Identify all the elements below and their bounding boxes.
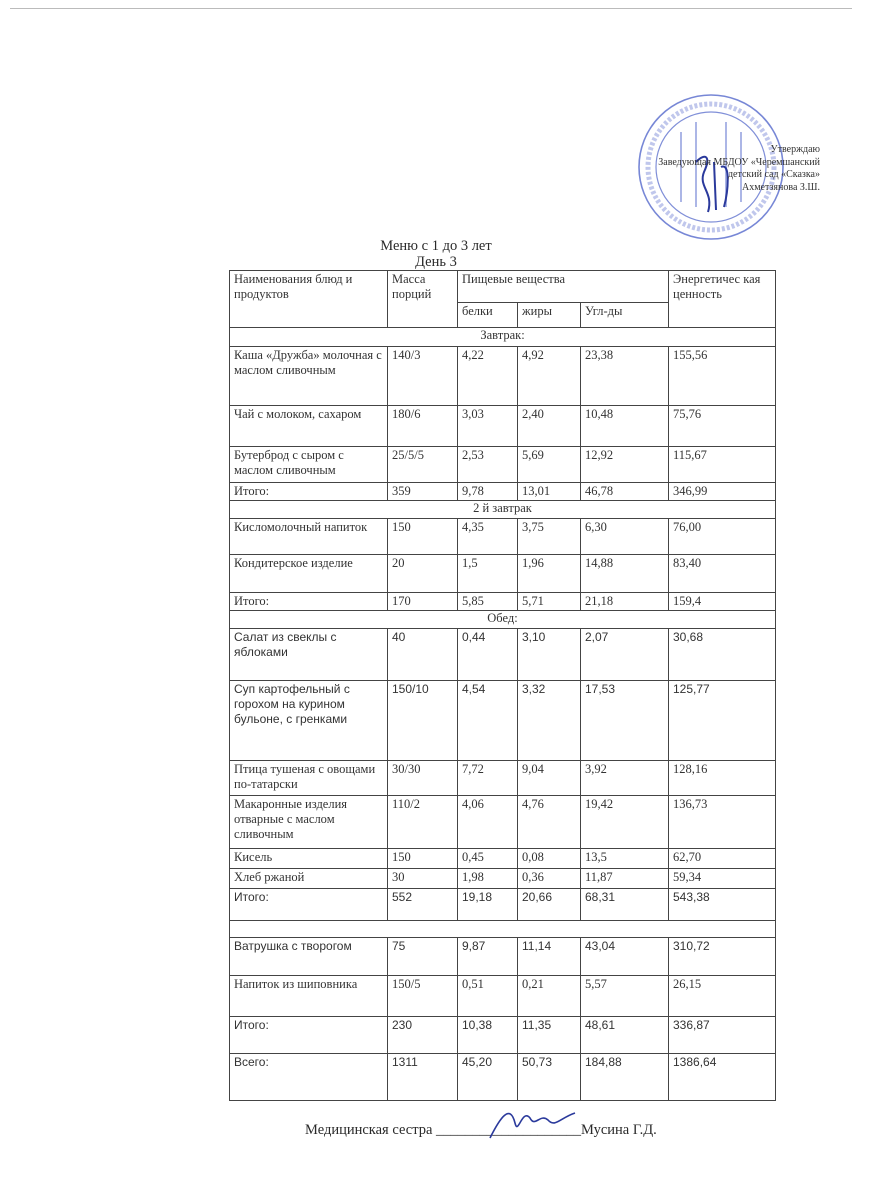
day-label: День 3 xyxy=(415,254,457,270)
cell-carbs: 17,53 xyxy=(581,681,669,761)
cell-mass: 230 xyxy=(388,1017,458,1054)
cell-carbs: 184,88 xyxy=(581,1054,669,1101)
approval-line: детский сад «Сказка» xyxy=(727,169,820,180)
signer-role: Медицинская сестра xyxy=(305,1122,433,1138)
approval-line: Утверждаю xyxy=(770,144,820,155)
header-name: Наименования блюд и продуктов xyxy=(230,271,388,328)
cell-dish: Кисель xyxy=(230,849,388,869)
cell-dish: Чай с молоком, сахаром xyxy=(230,406,388,447)
section-title: Завтрак: xyxy=(230,328,776,347)
cell-energy: 115,67 xyxy=(669,447,776,483)
cell-fat: 3,32 xyxy=(518,681,581,761)
scan-edge-line xyxy=(10,8,852,9)
signer-name: Мусина Г.Д. xyxy=(581,1122,657,1138)
total-row xyxy=(230,593,776,611)
cell-carbs: 46,78 xyxy=(581,483,669,501)
cell-protein: 0,45 xyxy=(458,849,518,869)
cell-protein: 4,22 xyxy=(458,347,518,406)
cell-fat: 0,21 xyxy=(518,976,581,1017)
document-title: Меню с 1 до 3 лет xyxy=(380,238,492,254)
header-energy: Энергетичес кая ценность xyxy=(669,271,776,328)
cell-dish: Суп картофельный с горохом на курином бульоне, с гренками xyxy=(230,681,388,761)
cell-fat: 13,01 xyxy=(518,483,581,501)
cell-energy: 543,38 xyxy=(669,889,776,921)
cell-protein: 1,5 xyxy=(458,555,518,593)
section-row xyxy=(230,611,776,629)
cell-energy: 30,68 xyxy=(669,629,776,681)
cell-dish: Хлеб ржаной xyxy=(230,869,388,889)
cell-energy: 1386,64 xyxy=(669,1054,776,1101)
cell-protein: 0,44 xyxy=(458,629,518,681)
cell-protein: 4,54 xyxy=(458,681,518,761)
cell-fat: 4,92 xyxy=(518,347,581,406)
cell-dish: Кондитерское изделие xyxy=(230,555,388,593)
cell-fat: 4,76 xyxy=(518,796,581,849)
table-row xyxy=(230,555,776,593)
section-title xyxy=(230,921,776,938)
cell-energy: 76,00 xyxy=(669,519,776,555)
table-row xyxy=(230,681,776,761)
cell-mass: 40 xyxy=(388,629,458,681)
cell-mass: 25/5/5 xyxy=(388,447,458,483)
cell-energy: 155,56 xyxy=(669,347,776,406)
table-row xyxy=(230,849,776,869)
cell-mass: 150/10 xyxy=(388,681,458,761)
cell-dish: Всего: xyxy=(230,1054,388,1101)
cell-mass: 75 xyxy=(388,938,458,976)
table-row xyxy=(230,447,776,483)
cell-carbs: 19,42 xyxy=(581,796,669,849)
cell-fat: 20,66 xyxy=(518,889,581,921)
cell-mass: 30 xyxy=(388,869,458,889)
cell-protein: 2,53 xyxy=(458,447,518,483)
cell-dish: Каша «Дружба» молочная с маслом сливочным xyxy=(230,347,388,406)
cell-mass: 30/30 xyxy=(388,761,458,796)
total-row xyxy=(230,889,776,921)
cell-fat: 0,36 xyxy=(518,869,581,889)
cell-fat: 5,71 xyxy=(518,593,581,611)
handwritten-signature xyxy=(480,1098,590,1148)
cell-carbs: 23,38 xyxy=(581,347,669,406)
cell-carbs: 68,31 xyxy=(581,889,669,921)
cell-fat: 50,73 xyxy=(518,1054,581,1101)
cell-protein: 9,87 xyxy=(458,938,518,976)
cell-dish: Макаронные изделия отварные с маслом сливочным xyxy=(230,796,388,849)
cell-mass: 170 xyxy=(388,593,458,611)
cell-dish: Итого: xyxy=(230,889,388,921)
table-row xyxy=(230,347,776,406)
cell-energy: 128,16 xyxy=(669,761,776,796)
table-row xyxy=(230,869,776,889)
header-carbs: Угл-ды xyxy=(581,303,669,328)
cell-energy: 83,40 xyxy=(669,555,776,593)
cell-energy: 159,4 xyxy=(669,593,776,611)
cell-protein: 4,06 xyxy=(458,796,518,849)
table-row xyxy=(230,629,776,681)
cell-protein: 0,51 xyxy=(458,976,518,1017)
header-protein: белки xyxy=(458,303,518,328)
cell-carbs: 14,88 xyxy=(581,555,669,593)
cell-mass: 20 xyxy=(388,555,458,593)
cell-protein: 10,38 xyxy=(458,1017,518,1054)
menu-table xyxy=(229,270,776,1101)
cell-energy: 136,73 xyxy=(669,796,776,849)
cell-protein: 4,35 xyxy=(458,519,518,555)
table-row xyxy=(230,976,776,1017)
cell-carbs: 6,30 xyxy=(581,519,669,555)
cell-mass: 1311 xyxy=(388,1054,458,1101)
section-row xyxy=(230,328,776,347)
cell-dish: Салат из свеклы с яблоками xyxy=(230,629,388,681)
cell-fat: 11,35 xyxy=(518,1017,581,1054)
cell-energy: 310,72 xyxy=(669,938,776,976)
cell-carbs: 12,92 xyxy=(581,447,669,483)
cell-protein: 9,78 xyxy=(458,483,518,501)
cell-protein: 5,85 xyxy=(458,593,518,611)
cell-carbs: 43,04 xyxy=(581,938,669,976)
cell-mass: 150 xyxy=(388,849,458,869)
signature-blank: ____________________ xyxy=(436,1122,582,1138)
cell-energy: 75,76 xyxy=(669,406,776,447)
cell-dish: Ватрушка с творогом xyxy=(230,938,388,976)
cell-mass: 552 xyxy=(388,889,458,921)
cell-carbs: 2,07 xyxy=(581,629,669,681)
cell-fat: 9,04 xyxy=(518,761,581,796)
cell-energy: 62,70 xyxy=(669,849,776,869)
cell-dish: Итого: xyxy=(230,1017,388,1054)
cell-fat: 2,40 xyxy=(518,406,581,447)
cell-carbs: 10,48 xyxy=(581,406,669,447)
cell-protein: 45,20 xyxy=(458,1054,518,1101)
cell-protein: 3,03 xyxy=(458,406,518,447)
cell-mass: 140/3 xyxy=(388,347,458,406)
cell-energy: 125,77 xyxy=(669,681,776,761)
cell-fat: 5,69 xyxy=(518,447,581,483)
approval-block xyxy=(658,144,820,194)
approval-line: Заведующая МБДОУ «Черемшанский xyxy=(658,156,820,168)
cell-carbs: 48,61 xyxy=(581,1017,669,1054)
header-fat: жиры xyxy=(518,303,581,328)
cell-mass: 150 xyxy=(388,519,458,555)
table-row xyxy=(230,406,776,447)
cell-carbs: 21,18 xyxy=(581,593,669,611)
cell-energy: 59,34 xyxy=(669,869,776,889)
cell-dish: Напиток из шиповника xyxy=(230,976,388,1017)
cell-carbs: 13,5 xyxy=(581,849,669,869)
cell-carbs: 11,87 xyxy=(581,869,669,889)
table-row xyxy=(230,519,776,555)
cell-dish: Бутерброд с сыром с маслом сливочным xyxy=(230,447,388,483)
total-row xyxy=(230,483,776,501)
cell-dish: Итого: xyxy=(230,483,388,501)
section-title: 2 й завтрак xyxy=(230,501,776,519)
header-nutrients: Пищевые вещества xyxy=(458,271,669,303)
cell-energy: 346,99 xyxy=(669,483,776,501)
cell-protein: 1,98 xyxy=(458,869,518,889)
table-row xyxy=(230,761,776,796)
cell-fat: 1,96 xyxy=(518,555,581,593)
header-mass: Масса порций xyxy=(388,271,458,328)
section-row xyxy=(230,921,776,938)
total-row xyxy=(230,1017,776,1054)
cell-dish: Птица тушеная с овощами по-татарски xyxy=(230,761,388,796)
cell-mass: 150/5 xyxy=(388,976,458,1017)
approval-line: Ахметзянова З.Ш. xyxy=(741,181,820,193)
cell-fat: 3,75 xyxy=(518,519,581,555)
cell-carbs: 5,57 xyxy=(581,976,669,1017)
cell-mass: 180/6 xyxy=(388,406,458,447)
cell-carbs: 3,92 xyxy=(581,761,669,796)
table-row xyxy=(230,938,776,976)
menu-table-body xyxy=(230,328,776,1101)
table-row xyxy=(230,796,776,849)
cell-protein: 19,18 xyxy=(458,889,518,921)
section-title: Обед: xyxy=(230,611,776,629)
total-row xyxy=(230,1054,776,1101)
cell-dish: Кисломолочный напиток xyxy=(230,519,388,555)
cell-mass: 110/2 xyxy=(388,796,458,849)
cell-fat: 11,14 xyxy=(518,938,581,976)
cell-fat: 3,10 xyxy=(518,629,581,681)
section-row xyxy=(230,501,776,519)
cell-protein: 7,72 xyxy=(458,761,518,796)
cell-energy: 336,87 xyxy=(669,1017,776,1054)
cell-energy: 26,15 xyxy=(669,976,776,1017)
cell-mass: 359 xyxy=(388,483,458,501)
cell-dish: Итого: xyxy=(230,593,388,611)
cell-fat: 0,08 xyxy=(518,849,581,869)
